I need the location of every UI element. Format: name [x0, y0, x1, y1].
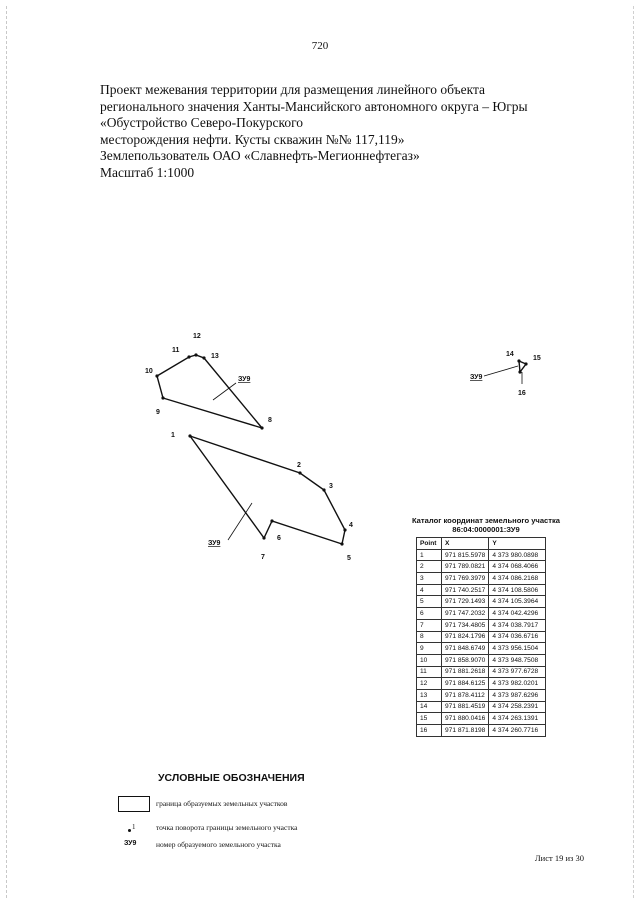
- catalog-cell-point: 10: [417, 654, 442, 666]
- table-row: [417, 608, 546, 620]
- catalog-cell-y: 4 373 987.6296: [489, 689, 546, 701]
- vertex-label: 15: [533, 355, 541, 362]
- catalog-cell-y: 4 374 068.4066: [489, 561, 546, 573]
- vertex-label: 3: [329, 483, 333, 490]
- vertex-marker: [518, 370, 521, 373]
- label-leader-east: [484, 366, 518, 376]
- catalog-cell-x: 971 824.1796: [442, 631, 489, 643]
- catalog-cell-y: 4 374 105.3964: [489, 596, 546, 608]
- plot-label-north: ЗУ9: [238, 376, 251, 383]
- catalog-table: [416, 537, 546, 737]
- vertex-label: 7: [261, 554, 265, 561]
- catalog-cell-y: 4 373 948.7508: [489, 654, 546, 666]
- vertex-marker: [155, 374, 158, 377]
- vertex-label: 16: [518, 390, 526, 397]
- catalog-cell-point: 13: [417, 689, 442, 701]
- table-row: [417, 678, 546, 690]
- catalog-cell-x: 971 769.3979: [442, 573, 489, 585]
- vertex-label: 13: [211, 353, 219, 360]
- catalog-cell-point: 7: [417, 619, 442, 631]
- table-row: [417, 561, 546, 573]
- table-row: [417, 619, 546, 631]
- vertex-label: 11: [172, 347, 180, 354]
- vertex-label: 2: [297, 462, 301, 469]
- vertex-marker: [343, 528, 346, 531]
- plot-label-south: ЗУ9: [208, 540, 221, 547]
- vertex-marker: [322, 488, 325, 491]
- catalog-cell-x: 971 858.9070: [442, 654, 489, 666]
- vertex-label: 4: [349, 522, 353, 529]
- catalog-cell-point: 4: [417, 584, 442, 596]
- boundary-east: [519, 361, 526, 372]
- table-row: [417, 666, 546, 678]
- plot-label-east: ЗУ9: [470, 374, 483, 381]
- table-row: [417, 596, 546, 608]
- catalog-cell-x: 971 848.6749: [442, 643, 489, 655]
- vertex-marker: [194, 353, 197, 356]
- catalog-cell-y: 4 373 977.6728: [489, 666, 546, 678]
- table-row: [417, 713, 546, 725]
- table-row: [417, 725, 546, 737]
- catalog-cell-point: 14: [417, 701, 442, 713]
- catalog-cell-x: 971 881.4519: [442, 701, 489, 713]
- catalog-cell-x: 971 734.4805: [442, 619, 489, 631]
- catalog-cell-x: 971 884.6125: [442, 678, 489, 690]
- catalog-cell-point: 16: [417, 725, 442, 737]
- catalog-cell-y: 4 374 108.5806: [489, 584, 546, 596]
- catalog-header-point: Point: [417, 538, 442, 550]
- legend-boundary-text: граница образуемых земельных участков: [156, 799, 288, 808]
- vertex-marker: [188, 434, 191, 437]
- vertex-label: 10: [145, 368, 153, 375]
- catalog-cell-y: 4 373 980.0898: [489, 549, 546, 561]
- title-line: Проект межевания территории для размещения линейного объекта: [100, 82, 486, 97]
- legend-code: ЗУ9: [124, 840, 137, 847]
- catalog-cell-y: 4 374 263.1391: [489, 713, 546, 725]
- vertex-label: 5: [347, 555, 351, 562]
- title-line: месторождения нефти. Кусты скважин №№ 117,119»: [100, 131, 405, 147]
- table-row: [417, 631, 546, 643]
- page-number: 720: [311, 40, 329, 52]
- catalog-cell-x: 971 789.0821: [442, 561, 489, 573]
- vertex-label: 1: [171, 432, 175, 439]
- vertex-marker: [524, 362, 527, 365]
- catalog-header-y: Y: [489, 538, 546, 550]
- catalog-cell-x: 971 747.2032: [442, 608, 489, 620]
- legend-boundary-swatch: [118, 796, 150, 812]
- title-line: Землепользователь ОАО «Славнефть-Мегионнефтегаз»: [100, 148, 420, 164]
- catalog-title-line: Каталог координат земельного участка: [411, 516, 561, 525]
- label-leader-south: [228, 503, 252, 540]
- vertex-marker: [262, 536, 265, 539]
- title-line: регионального значения Ханты-Мансийского автономного округа – Югры: [100, 98, 528, 114]
- catalog-cell-y: 4 374 042.4296: [489, 608, 546, 620]
- boundary-north: [157, 355, 262, 428]
- catalog-header-x: X: [442, 538, 489, 550]
- vertex-marker: [187, 355, 190, 358]
- vertex-label: 6: [277, 535, 281, 542]
- catalog-cell-point: 12: [417, 678, 442, 690]
- vertex-label: 8: [268, 417, 272, 424]
- vertex-marker: [202, 356, 205, 359]
- table-row: [417, 549, 546, 561]
- table-row: [417, 573, 546, 585]
- catalog-cell-x: 971 729.1493: [442, 596, 489, 608]
- catalog-cell-point: 2: [417, 561, 442, 573]
- sheet-footer: Лист 19 из 30: [534, 853, 584, 863]
- catalog-cell-y: 4 374 260.7716: [489, 725, 546, 737]
- boundary-south: [190, 436, 345, 544]
- legend-point-number: 1: [132, 823, 136, 831]
- vertex-marker: [260, 426, 263, 429]
- vertex-marker: [340, 542, 343, 545]
- table-row: [417, 701, 546, 713]
- title-line: Масштаб 1:1000: [100, 164, 195, 180]
- catalog-cell-point: 5: [417, 596, 442, 608]
- point-marker-icon: [128, 829, 131, 832]
- catalog-cell-x: 971 815.5978: [442, 549, 489, 561]
- vertex-label: 14: [506, 351, 514, 358]
- catalog-cell-y: 4 374 038.7917: [489, 619, 546, 631]
- catalog-cell-point: 1: [417, 549, 442, 561]
- catalog-cell-point: 6: [417, 608, 442, 620]
- catalog-cell-x: 971 880.0416: [442, 713, 489, 725]
- catalog-cell-y: 4 374 086.2168: [489, 573, 546, 585]
- catalog-cell-point: 11: [417, 666, 442, 678]
- vertex-marker: [298, 471, 301, 474]
- catalog-cell-point: 15: [417, 713, 442, 725]
- vertex-marker: [270, 519, 273, 522]
- catalog-cell-x: 971 881.2618: [442, 666, 489, 678]
- catalog-cell-x: 971 878.4112: [442, 689, 489, 701]
- title-line: «Обустройство Северо-Покурского: [100, 115, 304, 131]
- catalog-cell-x: 971 740.2517: [442, 584, 489, 596]
- catalog-cell-y: 4 373 982.0201: [489, 678, 546, 690]
- legend-point-text: точка поворота границы земельного участка: [156, 823, 298, 832]
- vertex-label: 12: [193, 333, 201, 340]
- catalog-header-row: [417, 538, 546, 550]
- vertex-marker: [517, 359, 520, 362]
- catalog-title: [396, 516, 576, 534]
- legend-code-text: номер образуемого земельного участка: [156, 840, 281, 849]
- vertex-label: 9: [156, 409, 160, 416]
- legend-title: УСЛОВНЫЕ ОБОЗНАЧЕНИЯ: [158, 772, 305, 784]
- table-row: [417, 654, 546, 666]
- coordinate-catalog: [396, 516, 576, 737]
- catalog-cell-y: 4 374 036.6716: [489, 631, 546, 643]
- catalog-cell-point: 9: [417, 643, 442, 655]
- table-row: [417, 689, 546, 701]
- table-row: [417, 584, 546, 596]
- catalog-cell-y: 4 374 258.2391: [489, 701, 546, 713]
- vertex-marker: [161, 396, 164, 399]
- table-row: [417, 643, 546, 655]
- catalog-cell-y: 4 373 956.1504: [489, 643, 546, 655]
- catalog-cell-x: 971 871.8198: [442, 725, 489, 737]
- catalog-cell-point: 8: [417, 631, 442, 643]
- catalog-cell-point: 3: [417, 573, 442, 585]
- catalog-title-line: 86:04:0000001:ЗУ9: [452, 525, 520, 534]
